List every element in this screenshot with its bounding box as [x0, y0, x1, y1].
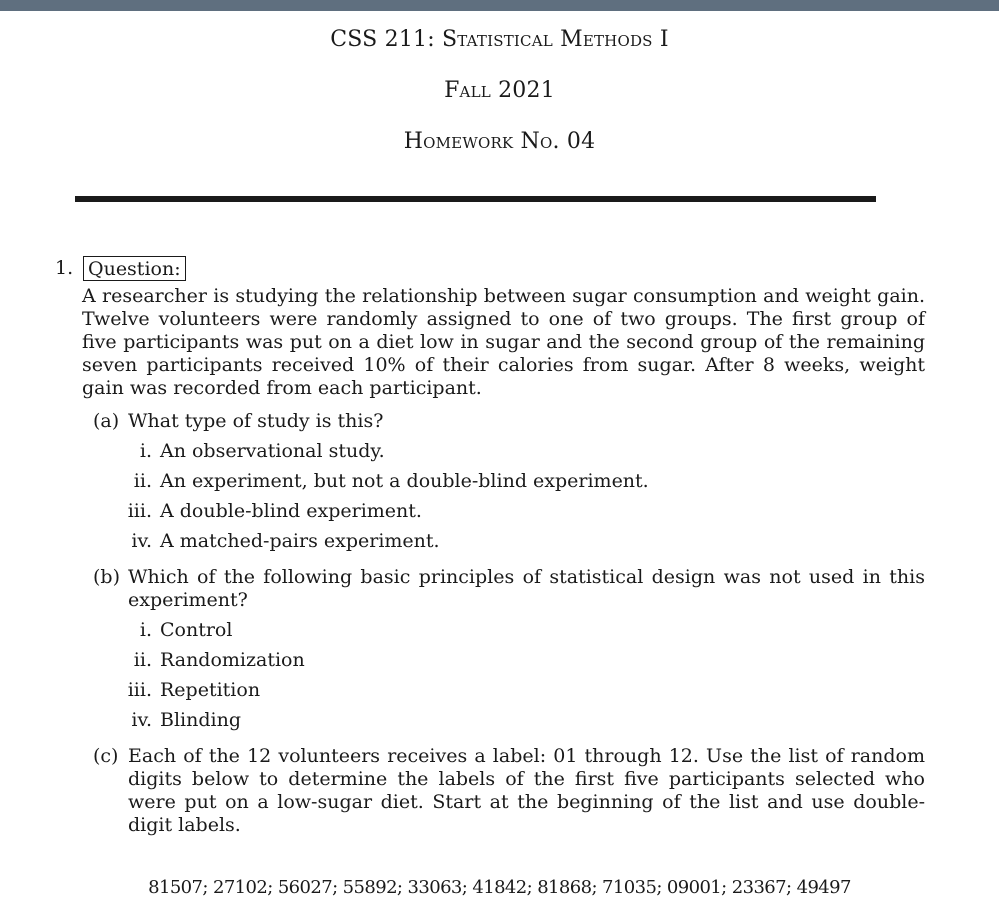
term: Fall 2021: [444, 78, 555, 103]
part-c: [93, 745, 925, 837]
option-item: [120, 470, 925, 500]
option-text: An experiment, but not a double-blind experiment.: [160, 470, 649, 492]
part-text: What type of study is this?: [128, 410, 384, 432]
top-strip: [0, 0, 999, 11]
option-label: iii.: [127, 500, 152, 522]
option-label: i.: [139, 619, 152, 641]
option-text: Randomization: [160, 649, 305, 671]
question-text: A researcher is studying the relationship between sugar consumption and weight gain. Twelve volunteers were randomly assigned to one of two groups. The first group of five participants was put on a diet low in sugar and the second group of the remaining seven participants received 10% of their calories from sugar. After 8 weeks, weight gain was recorded from each participant.: [82, 285, 925, 399]
assignment-title: Homework No. 04: [403, 129, 596, 154]
option-text: A double-blind experiment.: [160, 500, 422, 522]
option-label: ii.: [133, 470, 152, 492]
part-b: [93, 566, 925, 739]
header-rule: [75, 196, 876, 202]
option-text: Blinding: [160, 709, 241, 731]
option-item: [120, 619, 925, 649]
random-digits-list: 81507; 27102; 56027; 55892; 33063; 41842; 81868; 71035; 09001; 23367; 49497: [148, 877, 851, 898]
question-heading: [55, 256, 925, 281]
part-text: Which of the following basic principles of statistical design was not used in this experiment?: [128, 566, 925, 611]
options-list: [120, 619, 925, 739]
question-label-box: Question:: [83, 256, 186, 281]
part-text: Each of the 12 volunteers receives a label: 01 through 12. Use the list of random digits below to determine the labels of the first five participants selected who were put on a low-sugar diet. Start at the beginning of the list and use double-digit labels.: [128, 745, 925, 836]
option-item: [120, 500, 925, 530]
part-label: (a): [93, 410, 120, 432]
document-header: [0, 26, 999, 179]
option-label: iii.: [127, 679, 152, 701]
option-text: An observational study.: [160, 440, 385, 462]
option-label: ii.: [133, 649, 152, 671]
part-label: (b): [93, 566, 120, 588]
question-1: [55, 256, 925, 843]
option-text: Control: [160, 619, 233, 641]
option-item: [120, 649, 925, 679]
option-label: iv.: [131, 530, 152, 552]
option-text: A matched-pairs experiment.: [160, 530, 440, 552]
course-title: CSS 211: Statistical Methods I: [330, 27, 669, 52]
option-text: Repetition: [160, 679, 261, 701]
part-label: (c): [93, 745, 119, 767]
option-label: iv.: [131, 709, 152, 731]
option-item: [120, 709, 925, 739]
question-number: 1.: [55, 257, 74, 279]
part-a: [93, 410, 925, 560]
option-label: i.: [139, 440, 152, 462]
option-item: [120, 530, 925, 560]
question-parts: [93, 410, 925, 837]
options-list: [120, 440, 925, 560]
option-item: [120, 440, 925, 470]
option-item: [120, 679, 925, 709]
